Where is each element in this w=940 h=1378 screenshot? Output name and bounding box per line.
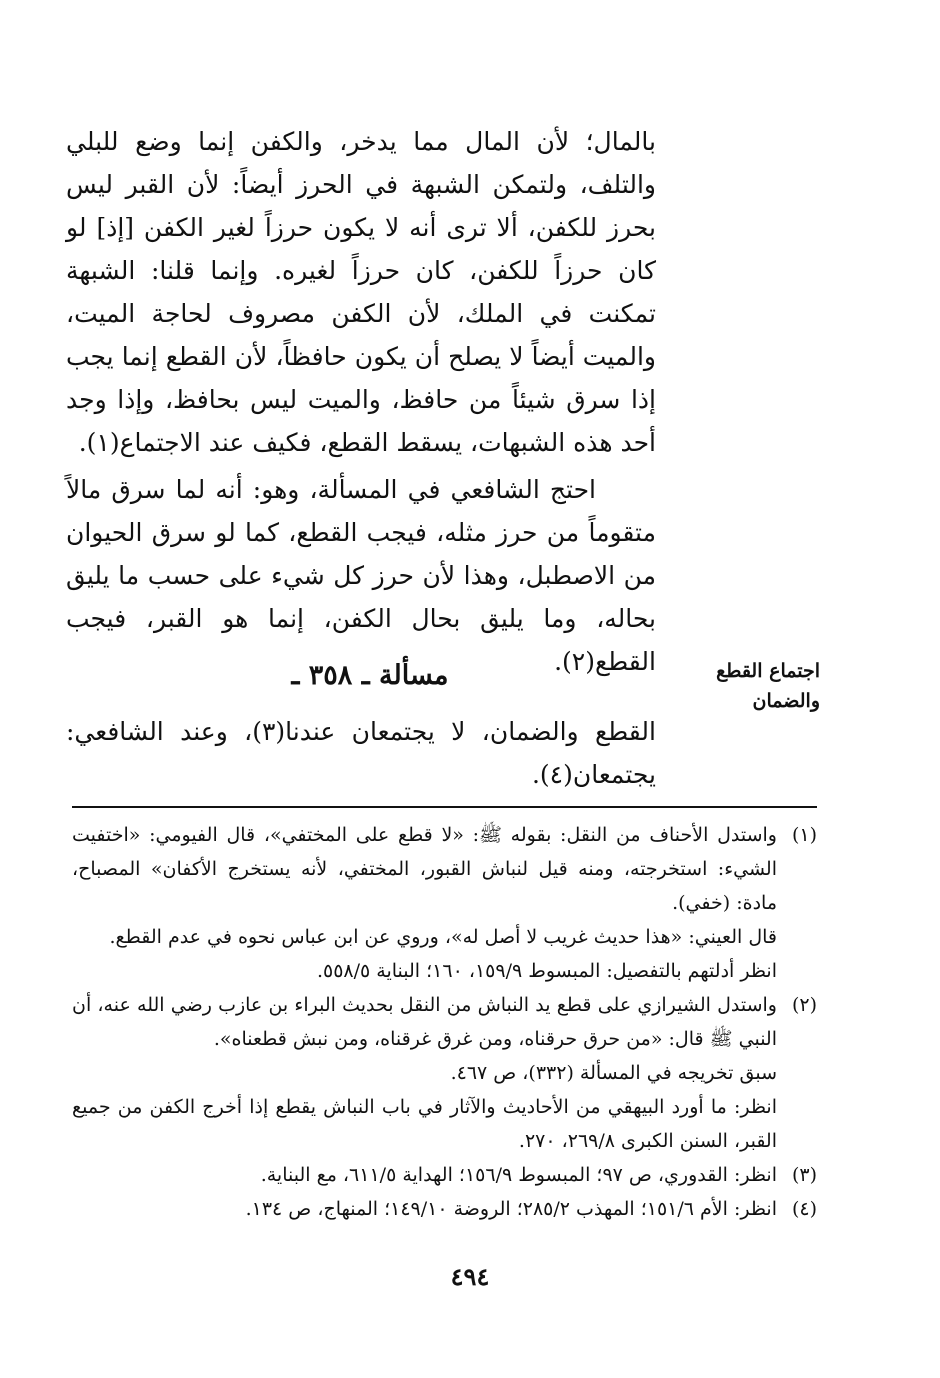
main-paragraph-1: بالمال؛ لأن المال مما يدخر، والكفن إنما وضع للبلي والتلف، ولتمكن الشبهة في الحرز أيضاً: لأن القبر ليس بحرز للكفن، ألا ترى أنه لا يكون حرزاً لغير الكفن [إذ] لو كان حرزاً للكفن، كان حرزاً لغيره. وإنما قلنا: الشبهة تمكنت في الملك، لأن الكفن مصروف لحاجة الميت، والميت أيضاً لا يصلح أن يكون حافظاً، لأن القطع إنما يجب إذا سرق شيئاً من حافظ، والميت ليس بحافظ، وإذا وجد أحد هذه الشبهات، يسقط القطع، فكيف عند الاجتماع(١).	[66, 127, 656, 457]
page-number: ٤٩٤	[450, 1262, 490, 1291]
issue-paragraph: القطع والضمان، لا يجتمعان عندنا(٣)، وعند الشافعي: يجتمعان(٤).	[66, 717, 656, 789]
footnote-3-body	[72, 1158, 777, 1192]
footnote-3-number: (٣)	[791, 1164, 817, 1186]
footnote-2-paragraph-2: سبق تخريجه في المسألة (٣٣٢)، ص ٤٦٧.	[450, 1062, 777, 1084]
footnote-1-paragraph-1: واستدل الأحناف من النقل: بقوله ﷺ: «لا قطع على المختفي»، قال الفيومي: «اختفيت الشيء: استخرجته، ومنه قيل لنباش القبور، المختفي، لأنه يستخرج الأكفان» المصباح، مادة: (خفي).	[72, 824, 777, 914]
margin-note	[690, 656, 820, 716]
footnote-1	[72, 818, 817, 988]
footnote-1-paragraph-2: قال العيني: «هذا حديث غريب لا أصل له»، وروي عن ابن عباس نحوه في عدم القطع.	[109, 926, 777, 948]
footnote-1-number: (١)	[791, 824, 817, 846]
footnote-1-paragraph-3: انظر أدلتهم بالتفصيل: المبسوط ١٥٩/٩، ١٦٠؛ البناية ٥٥٨/٥.	[316, 960, 777, 982]
footnote-2-paragraph-1: واستدل الشيرازي على قطع يد النباش من النقل بحديث البراء بن عازب رضي الله عنه، أن النبي ﷺ قال: «من حرق حرقناه، ومن غرق غرقناه، ومن نبش قطعناه».	[72, 994, 777, 1050]
margin-note-line-2: والضمان	[752, 690, 820, 712]
footnote-1-body	[72, 818, 777, 988]
main-text	[66, 120, 656, 683]
margin-note-line-1: اجتماع القطع	[716, 660, 820, 682]
issue-heading: مسألة ـ ٣٥٨ ـ	[291, 660, 449, 691]
footnote-2-number: (٢)	[791, 994, 817, 1016]
issue-body	[66, 710, 656, 796]
main-paragraph-2: احتج الشافعي في المسألة، وهو: أنه لما سرق مالاً متقوماً من حرز مثله، فيجب القطع، كما لو سرق الحيوان من الاصطبل، وهذا لأن حرز كل شيء على حسب ما يليق بحاله، وما يليق بحال الكفن، إنما هو القبر، فيجب القطع(٢).	[66, 475, 656, 676]
footnote-4-body	[72, 1192, 777, 1226]
footnote-2	[72, 988, 817, 1158]
footnote-2-body	[72, 988, 777, 1158]
footnote-4-paragraph-1: انظر: الأم ١٥١/٦؛ المهذب ٢٨٥/٢؛ الروضة ١٤٩/١٠؛ المنهاج، ص ١٣٤.	[245, 1198, 777, 1220]
footnote-2-paragraph-3: انظر: ما أورد البيهقي من الأحاديث والآثار في باب النباش يقطع إذا أخرج الكفن من جميع القبر، السنن الكبرى ٢٦٩/٨، ٢٧٠.	[72, 1096, 777, 1152]
footnote-4	[72, 1192, 817, 1226]
footnote-4-number: (٤)	[791, 1198, 817, 1220]
footnote-divider	[72, 806, 817, 808]
footnotes	[72, 818, 817, 1226]
footnote-3-paragraph-1: انظر: القدوري، ص ٩٧؛ المبسوط ١٥٦/٩؛ الهداية ٦١١/٥، مع البناية.	[260, 1164, 777, 1186]
footnote-3	[72, 1158, 817, 1192]
